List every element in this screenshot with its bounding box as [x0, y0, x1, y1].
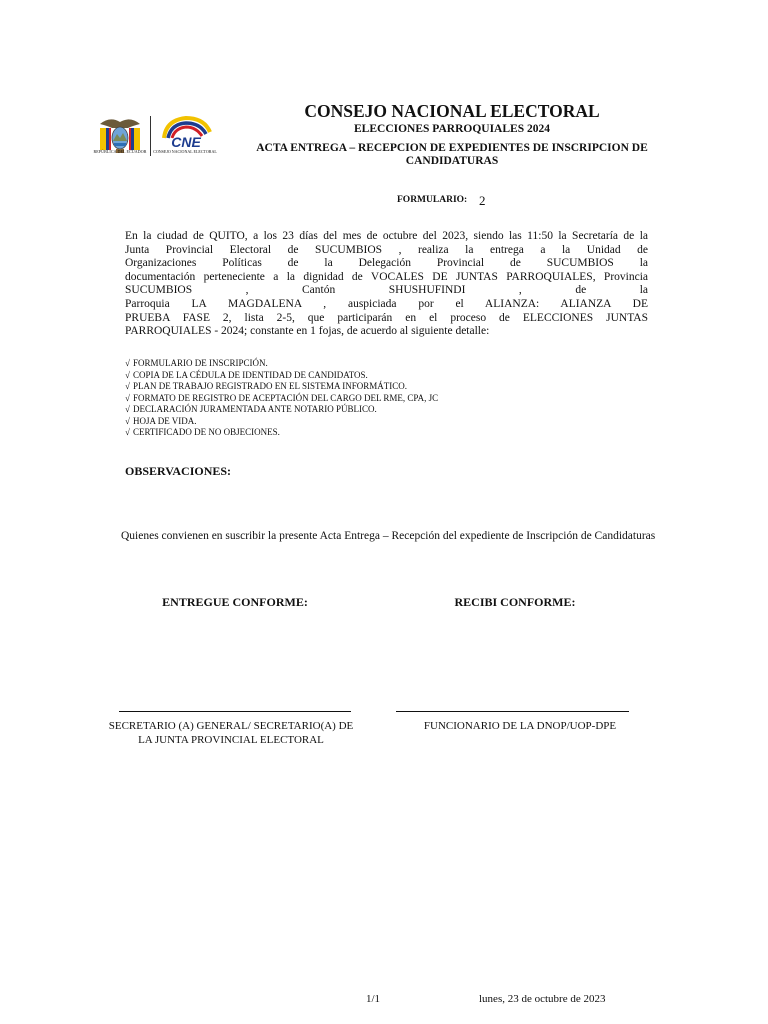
checklist-item — [125, 358, 585, 370]
acta-heading-line2: CANDIDATURAS — [405, 155, 499, 167]
formulario-value: 2 — [479, 193, 486, 208]
check-icon: √ — [125, 392, 130, 403]
body-line: Junta Provincial Electoral de SUCUMBIOS , realiza la entrega a la Unidad de — [125, 243, 648, 256]
checklist-item — [125, 393, 585, 405]
check-icon: √ — [125, 427, 130, 437]
entregue-conforme-label: ENTREGUE CONFORME: — [162, 595, 308, 609]
cne-logo-mark: CNE — [171, 134, 201, 150]
checklist-item-label: FORMATO DE REGISTRO DE ACEPTACIÓN DEL CARGO DEL RME, CPA, JC — [132, 392, 439, 403]
checklist-item — [125, 427, 585, 439]
check-icon: √ — [125, 404, 130, 414]
signature-caption-left-line1: SECRETARIO (A) GENERAL/ SECRETARIO(A) DE — [108, 720, 354, 732]
convienen-paragraph: Quienes convienen en suscribir la presente Acta Entrega – Recepción del expediente de Inscripción de Candidaturas — [121, 530, 656, 542]
observaciones-heading: OBSERVACIONES: — [125, 464, 232, 478]
checklist-item — [125, 416, 585, 428]
checklist-item — [125, 381, 585, 393]
body-line: En la ciudad de QUITO, a los 23 días del mes de octubre del 2023, siendo las 11:50 la Secretaría de la — [125, 230, 648, 242]
checklist-item-label: HOJA DE VIDA. — [132, 415, 197, 426]
check-icon: √ — [125, 358, 130, 368]
body-line: Parroquia LA MAGDALENA , auspiciada por el ALIANZA: ALIANZA DE — [125, 297, 648, 310]
page-title: CONSEJO NACIONAL ELECTORAL — [304, 101, 600, 121]
formulario-label: FORMULARIO: — [397, 195, 468, 205]
check-icon: √ — [125, 369, 130, 380]
checklist-item-label: PLAN DE TRABAJO REGISTRADO EN EL SISTEMA INFORMÁTICO. — [132, 381, 407, 391]
body-paragraph — [125, 230, 648, 339]
cne-logo-caption: CONSEJO NACIONAL ELECTORAL — [153, 149, 217, 154]
checklist-item-label: COPIA DE LA CÉDULA DE IDENTIDAD DE CANDIDATOS. — [132, 369, 368, 380]
document-checklist — [125, 358, 585, 439]
footer-date: lunes, 23 de octubre de 2023 — [479, 993, 606, 1005]
cne-logo — [156, 114, 216, 150]
acta-heading — [228, 142, 676, 168]
body-line: SUCUMBIOS , Cantón SHUSHUFINDI , de la — [125, 284, 648, 297]
signature-line-left — [119, 711, 351, 712]
signature-line-right — [396, 711, 629, 712]
acta-heading-line1: ACTA ENTREGA – RECEPCION DE EXPEDIENTES DE INSCRIPCION DE — [256, 142, 648, 154]
body-line: PRUEBA FASE 2, lista 2-5, que participarán en el proceso de ELECCIONES JUNTAS — [125, 311, 648, 324]
signature-caption-left-line2: LA JUNTA PROVINCIAL ELECTORAL — [138, 734, 324, 746]
checklist-item-label: FORMULARIO DE INSCRIPCIÓN. — [132, 358, 268, 368]
checklist-item-label: CERTIFICADO DE NO OBJECIONES. — [132, 427, 280, 437]
body-line: documentación perteneciente a la dignidad de VOCALES DE JUNTAS PARROQUIALES, Provincia — [125, 270, 648, 283]
body-line: PARROQUIALES - 2024; constante en 1 fojas, de acuerdo al siguiente detalle: — [125, 325, 490, 338]
checklist-item — [125, 404, 585, 416]
signature-caption-right: FUNCIONARIO DE LA DNOP/UOP-DPE — [423, 720, 617, 732]
checklist-item — [125, 370, 585, 382]
checklist-item-label: DECLARACIÓN JURAMENTADA ANTE NOTARIO PÚBLICO. — [132, 404, 377, 414]
ecuador-logo-caption: REPÚBLICA DEL ECUADOR — [93, 149, 147, 154]
logo-divider — [150, 116, 151, 156]
check-icon: √ — [125, 415, 130, 426]
page-subtitle: ELECCIONES PARROQUIALES 2024 — [354, 123, 550, 135]
check-icon: √ — [125, 381, 130, 391]
page-number: 1/1 — [366, 993, 381, 1005]
body-line: Organizaciones Políticas de la Delegación Provincial de SUCUMBIOS la — [125, 257, 648, 270]
signature-caption-left — [96, 719, 366, 747]
recibi-conforme-label: RECIBI CONFORME: — [454, 595, 576, 609]
